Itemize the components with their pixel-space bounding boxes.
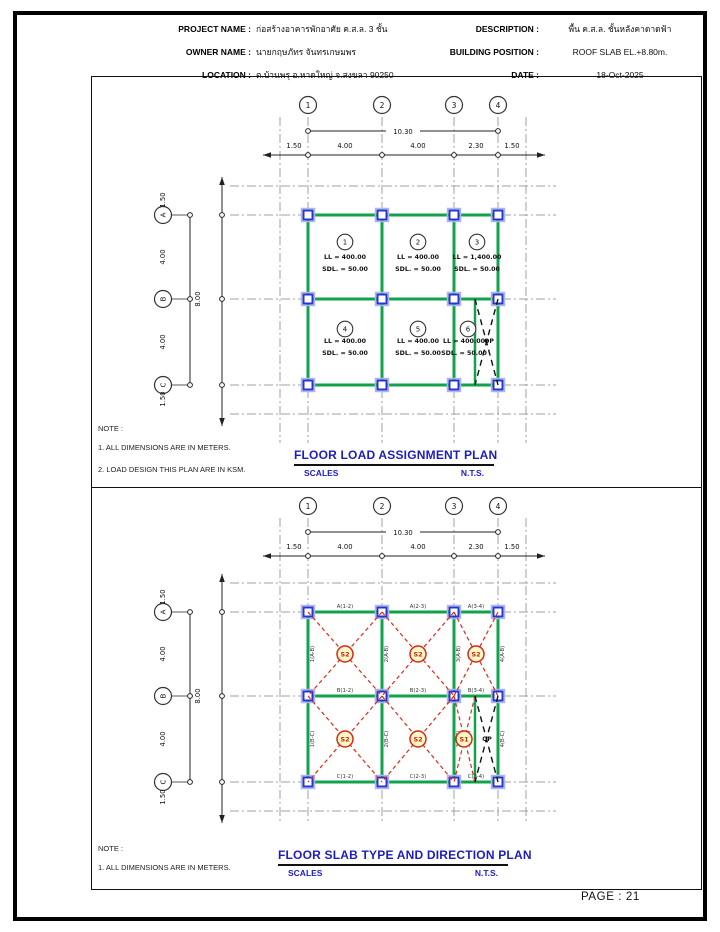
description-label: DESCRIPTION :	[475, 24, 539, 34]
note-line: 1. ALL DIMENSIONS ARE IN METERS.	[98, 863, 231, 872]
scales-label: SCALES	[288, 868, 323, 878]
load-panels	[322, 234, 502, 357]
scales-label: SCALES	[304, 468, 339, 478]
svg-text:2.30: 2.30	[468, 142, 484, 150]
svg-text:B(3-4): B(3-4)	[467, 688, 485, 694]
note-heading: NOTE :	[98, 424, 124, 433]
svg-text:C(1-2): C(1-2)	[336, 774, 354, 780]
svg-text:3: 3	[474, 238, 480, 247]
svg-text:A(1-2): A(1-2)	[336, 604, 354, 610]
svg-text:LL = 400.00: LL = 400.00	[397, 338, 439, 345]
svg-text:LL = 400.00: LL = 400.00	[324, 254, 366, 261]
svg-text:3: 3	[451, 501, 457, 511]
svg-text:B(2-3): B(2-3)	[409, 688, 427, 694]
svg-text:C(3-4): C(3-4)	[467, 774, 485, 780]
svg-text:4: 4	[342, 325, 348, 334]
building-position-label: BUILDING POSITION :	[449, 47, 539, 57]
plan2-title: FLOOR SLAB TYPE AND DIRECTION PLAN	[278, 848, 532, 862]
svg-text:8.00: 8.00	[194, 688, 202, 704]
svg-text:OP: OP	[484, 338, 494, 345]
svg-text:S1: S1	[459, 735, 469, 744]
svg-text:1.50: 1.50	[159, 589, 167, 605]
svg-text:S2: S2	[471, 650, 481, 659]
svg-text:S2: S2	[340, 735, 350, 744]
svg-text:1: 1	[305, 501, 311, 511]
svg-text:1.50: 1.50	[159, 789, 167, 805]
svg-text:LL = 400.00: LL = 400.00	[443, 338, 485, 345]
svg-text:OP: OP	[482, 736, 492, 743]
svg-text:4.00: 4.00	[337, 142, 353, 150]
note-line: 1. ALL DIMENSIONS ARE IN METERS.	[98, 443, 231, 452]
svg-text:S2: S2	[340, 650, 350, 659]
scale-value: N.T.S.	[460, 468, 484, 478]
svg-text:3: 3	[451, 100, 457, 110]
svg-text:B: B	[159, 693, 168, 699]
date-label: DATE :	[511, 70, 539, 80]
date-value: 18-Oct-2025	[596, 70, 644, 80]
svg-text:B: B	[159, 296, 168, 302]
svg-text:SDL. = 50.00: SDL. = 50.00	[322, 350, 368, 357]
scale-value: N.T.S.	[474, 868, 498, 878]
svg-text:SDL. = 50.00: SDL. = 50.00	[441, 350, 487, 357]
svg-text:10.30: 10.30	[393, 528, 413, 537]
svg-text:4(A-B): 4(A-B)	[500, 645, 506, 663]
svg-text:3(A-B): 3(A-B)	[456, 645, 462, 663]
plan2-title-block	[278, 848, 532, 878]
svg-text:4.00: 4.00	[159, 646, 167, 662]
header-row-building-position	[409, 44, 696, 67]
svg-text:C: C	[159, 779, 168, 785]
svg-text:4.00: 4.00	[159, 249, 167, 265]
description-value: พื้น ค.ส.ล. ชั้นหลังคาดาดฟ้า	[568, 24, 672, 34]
svg-text:LL = 400.00: LL = 400.00	[324, 338, 366, 345]
svg-text:4: 4	[495, 501, 501, 511]
svg-text:4: 4	[495, 100, 501, 110]
svg-text:5: 5	[415, 325, 421, 334]
svg-text:A(2-3): A(2-3)	[409, 604, 427, 610]
svg-text:1.50: 1.50	[504, 142, 520, 150]
svg-text:S2: S2	[413, 735, 423, 744]
svg-text:A(3-4): A(3-4)	[467, 604, 485, 610]
beam-labels	[310, 604, 506, 780]
svg-text:4(B-C): 4(B-C)	[500, 730, 506, 748]
svg-text:SDL. = 50.00: SDL. = 50.00	[395, 350, 441, 357]
svg-text:8.00: 8.00	[194, 291, 202, 307]
svg-text:1: 1	[342, 238, 348, 247]
svg-text:C(2-3): C(2-3)	[409, 774, 427, 780]
location-label: LOCATION :	[202, 70, 251, 80]
svg-text:2(B-C): 2(B-C)	[384, 730, 390, 748]
svg-text:1(A-B): 1(A-B)	[310, 645, 316, 663]
header-row-description	[409, 21, 696, 44]
plan1-title: FLOOR LOAD ASSIGNMENT PLAN	[294, 448, 498, 462]
svg-text:6: 6	[465, 325, 471, 334]
svg-text:LL = 1,400.00: LL = 1,400.00	[452, 254, 502, 261]
plan1-title-block	[294, 448, 498, 478]
svg-text:B(1-2): B(1-2)	[336, 688, 354, 694]
svg-text:A: A	[159, 212, 168, 218]
grid-lines	[230, 518, 556, 822]
svg-text:S2: S2	[413, 650, 423, 659]
floor-slab-plan-drawing	[92, 487, 701, 889]
project-name-label: PROJECT NAME :	[178, 24, 251, 34]
dimensions	[155, 97, 546, 427]
svg-text:2: 2	[379, 100, 385, 110]
sheet-border	[13, 11, 707, 921]
note-line: 2. LOAD DESIGN THIS PLAN ARE IN KSM.	[98, 465, 246, 474]
svg-text:1.50: 1.50	[504, 543, 520, 551]
svg-text:LL = 400.00: LL = 400.00	[397, 254, 439, 261]
plan1-notes	[98, 424, 245, 487]
svg-text:2: 2	[415, 238, 421, 247]
svg-text:2(A-B): 2(A-B)	[384, 645, 390, 663]
svg-text:1.50: 1.50	[159, 192, 167, 208]
drawing-area-border	[91, 76, 702, 890]
header-row-project	[101, 21, 436, 44]
note-heading: NOTE :	[98, 844, 124, 853]
plan2-notes	[98, 844, 231, 885]
svg-text:C: C	[159, 382, 168, 388]
svg-text:A: A	[159, 609, 168, 615]
svg-text:SDL. = 50.00: SDL. = 50.00	[322, 266, 368, 273]
plan2-scale-row	[278, 866, 508, 878]
svg-text:10.30: 10.30	[393, 127, 413, 136]
plan1-scale-row	[294, 466, 494, 478]
project-name-value: ก่อสร้างอาคารพักอาศัย ค.ส.ล. 3 ชั้น	[256, 24, 388, 34]
building-position-value: ROOF SLAB EL.+8.80m.	[572, 47, 668, 57]
svg-text:4.00: 4.00	[159, 731, 167, 747]
svg-text:4.00: 4.00	[410, 142, 426, 150]
header-row-owner	[101, 44, 436, 67]
svg-text:1.50: 1.50	[286, 543, 302, 551]
svg-text:4.00: 4.00	[410, 543, 426, 551]
svg-text:1: 1	[305, 100, 311, 110]
owner-name-label: OWNER NAME :	[185, 47, 251, 57]
svg-text:4.00: 4.00	[337, 543, 353, 551]
svg-text:4.00: 4.00	[159, 334, 167, 350]
svg-text:SDL. = 50.00: SDL. = 50.00	[454, 266, 500, 273]
owner-name-value: นายกฤษภัทร จันทรเกษมพร	[256, 47, 356, 57]
location-value: ต.บ้านพรุ อ.หาดใหญ่ จ.สงขลา 90250	[256, 70, 394, 80]
svg-text:2: 2	[379, 501, 385, 511]
svg-text:1.50: 1.50	[286, 142, 302, 150]
svg-text:1.50: 1.50	[159, 391, 167, 407]
svg-text:SDL. = 50.00: SDL. = 50.00	[395, 266, 441, 273]
page-number: PAGE : 21	[581, 891, 640, 903]
svg-text:2.30: 2.30	[468, 543, 484, 551]
grid-lines	[230, 117, 556, 443]
svg-text:1(B-C): 1(B-C)	[310, 730, 316, 748]
